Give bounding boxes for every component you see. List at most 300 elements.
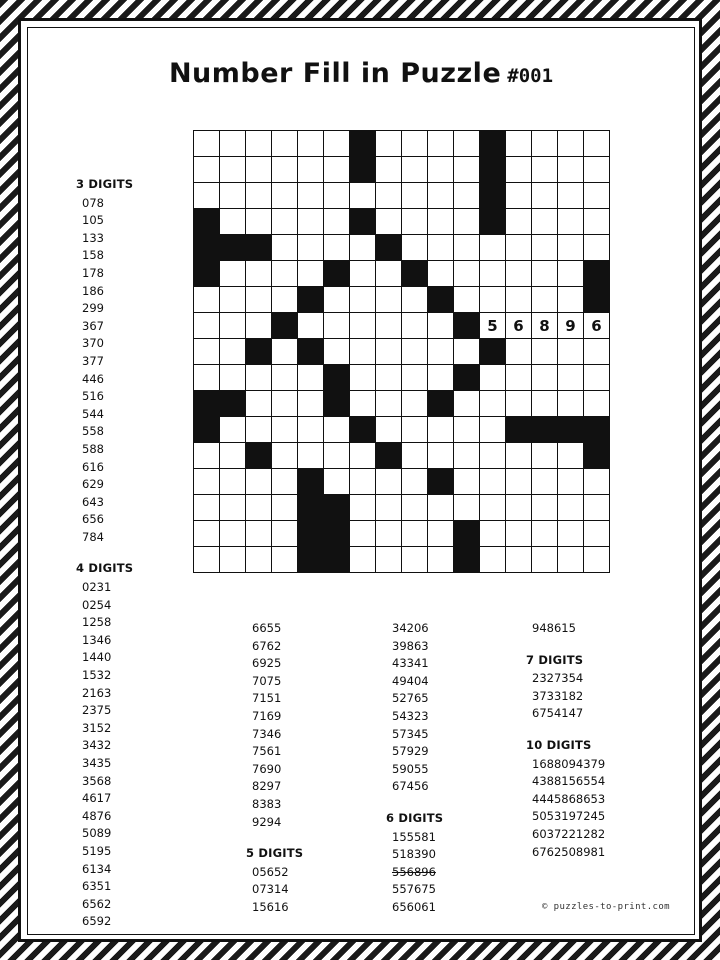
grid-cell[interactable] — [272, 183, 298, 209]
grid-cell[interactable] — [506, 235, 532, 261]
grid-cell[interactable] — [220, 313, 246, 339]
grid-cell[interactable] — [350, 261, 376, 287]
clue-item[interactable]: 518390 — [392, 847, 436, 862]
grid-cell[interactable] — [220, 183, 246, 209]
grid-cell[interactable] — [246, 183, 272, 209]
grid-cell[interactable] — [454, 209, 480, 235]
grid-cell[interactable] — [376, 183, 402, 209]
grid-cell[interactable] — [350, 469, 376, 495]
grid-cell[interactable] — [454, 443, 480, 469]
grid-cell[interactable] — [428, 521, 454, 547]
grid-cell[interactable] — [532, 131, 558, 157]
grid-cell[interactable] — [506, 261, 532, 287]
grid-cell[interactable] — [480, 391, 506, 417]
grid-cell[interactable] — [298, 261, 324, 287]
clue-item[interactable]: 544 — [82, 406, 104, 421]
grid-cell[interactable] — [376, 417, 402, 443]
grid-cell[interactable] — [350, 495, 376, 521]
grid-cell[interactable] — [402, 131, 428, 157]
clue-item[interactable]: 5089 — [82, 826, 112, 841]
grid-cell[interactable] — [584, 521, 610, 547]
grid-cell[interactable] — [428, 261, 454, 287]
clue-item[interactable]: 643 — [82, 494, 104, 509]
grid-cell[interactable] — [532, 391, 558, 417]
clue-item[interactable]: 4445868653 — [532, 791, 606, 806]
grid-cell[interactable] — [532, 495, 558, 521]
grid-cell[interactable] — [454, 183, 480, 209]
grid-cell[interactable] — [324, 183, 350, 209]
clue-item[interactable]: 2327354 — [532, 671, 584, 686]
grid-cell[interactable] — [428, 339, 454, 365]
clue-item[interactable]: 43341 — [392, 656, 429, 671]
grid-cell[interactable] — [506, 131, 532, 157]
grid-cell[interactable] — [532, 183, 558, 209]
puzzle-grid[interactable] — [193, 130, 610, 573]
grid-cell[interactable] — [506, 547, 532, 573]
grid-cell[interactable] — [558, 339, 584, 365]
clue-item[interactable]: 34206 — [392, 621, 429, 635]
clue-item[interactable]: 07314 — [252, 882, 289, 897]
grid-cell[interactable] — [350, 235, 376, 261]
grid-cell[interactable] — [298, 157, 324, 183]
clue-item[interactable]: 178 — [82, 265, 104, 280]
clue-item[interactable]: 186 — [82, 283, 104, 298]
clue-item[interactable]: 6351 — [82, 879, 112, 894]
grid-cell[interactable] — [220, 157, 246, 183]
grid-cell[interactable] — [532, 287, 558, 313]
grid-cell[interactable] — [376, 209, 402, 235]
grid-cell[interactable] — [246, 131, 272, 157]
grid-cell[interactable] — [402, 365, 428, 391]
grid-cell[interactable] — [428, 157, 454, 183]
clue-item-used[interactable]: 556896 — [392, 864, 436, 879]
clue-item[interactable]: 5053197245 — [532, 809, 606, 824]
grid-cell[interactable] — [454, 339, 480, 365]
grid-cell[interactable] — [272, 469, 298, 495]
grid-cell[interactable] — [324, 235, 350, 261]
grid-cell[interactable] — [558, 261, 584, 287]
grid-cell[interactable] — [298, 365, 324, 391]
clue-item[interactable]: 7690 — [252, 761, 282, 776]
clue-item[interactable]: 4388156554 — [532, 774, 606, 789]
grid-cell[interactable] — [298, 235, 324, 261]
grid-cell[interactable] — [194, 131, 220, 157]
grid-cell[interactable] — [194, 521, 220, 547]
grid-cell[interactable] — [532, 365, 558, 391]
grid-cell[interactable] — [246, 157, 272, 183]
grid-cell[interactable] — [584, 547, 610, 573]
grid-cell[interactable] — [428, 209, 454, 235]
clue-item[interactable]: 656061 — [392, 899, 436, 914]
grid-cell[interactable] — [272, 235, 298, 261]
clue-item[interactable]: 377 — [82, 353, 104, 368]
grid-cell[interactable] — [428, 443, 454, 469]
clue-item[interactable]: 7561 — [252, 744, 282, 759]
grid-cell[interactable] — [350, 313, 376, 339]
clue-item[interactable]: 105 — [82, 213, 104, 228]
grid-cell[interactable] — [194, 443, 220, 469]
grid-cell[interactable] — [220, 443, 246, 469]
grid-cell[interactable] — [558, 547, 584, 573]
clue-item[interactable]: 516 — [82, 389, 104, 404]
clue-item[interactable]: 2163 — [82, 685, 112, 700]
clue-item[interactable]: 6754147 — [532, 706, 584, 721]
clue-item[interactable]: 6925 — [252, 656, 282, 671]
grid-cell[interactable] — [532, 469, 558, 495]
grid-cell[interactable] — [584, 495, 610, 521]
grid-cell[interactable] — [584, 339, 610, 365]
grid-cell-filled[interactable]: 6 — [584, 313, 610, 339]
grid-cell[interactable] — [532, 209, 558, 235]
clue-item[interactable]: 39863 — [392, 638, 429, 653]
grid-cell[interactable] — [350, 521, 376, 547]
grid-cell[interactable] — [298, 391, 324, 417]
grid-cell[interactable] — [558, 235, 584, 261]
clue-item[interactable]: 0231 — [82, 580, 112, 595]
grid-cell[interactable] — [584, 209, 610, 235]
grid-cell[interactable] — [454, 469, 480, 495]
grid-cell[interactable] — [376, 313, 402, 339]
grid-cell[interactable] — [324, 339, 350, 365]
grid-cell[interactable] — [480, 495, 506, 521]
clue-item[interactable]: 370 — [82, 336, 104, 351]
clue-item[interactable]: 656 — [82, 512, 104, 527]
grid-cell[interactable] — [350, 287, 376, 313]
grid-cell[interactable] — [220, 495, 246, 521]
grid-cell[interactable] — [246, 313, 272, 339]
grid-cell[interactable] — [428, 547, 454, 573]
grid-cell[interactable] — [246, 547, 272, 573]
grid-cell[interactable] — [298, 183, 324, 209]
clue-item[interactable]: 15616 — [252, 899, 289, 914]
grid-cell-filled[interactable]: 6 — [506, 313, 532, 339]
grid-cell[interactable] — [584, 157, 610, 183]
clue-item[interactable]: 557675 — [392, 882, 436, 897]
grid-cell[interactable] — [272, 391, 298, 417]
grid-cell[interactable] — [480, 547, 506, 573]
grid-cell[interactable] — [272, 209, 298, 235]
grid-cell[interactable] — [272, 521, 298, 547]
grid-cell[interactable] — [584, 131, 610, 157]
grid-cell[interactable] — [376, 287, 402, 313]
grid-cell[interactable] — [194, 469, 220, 495]
clue-item[interactable]: 299 — [82, 301, 104, 316]
grid-cell[interactable] — [324, 313, 350, 339]
clue-item[interactable]: 078 — [82, 195, 104, 210]
clue-item[interactable]: 4617 — [82, 791, 112, 806]
grid-cell[interactable] — [480, 417, 506, 443]
grid-cell[interactable] — [376, 391, 402, 417]
grid-cell[interactable] — [194, 547, 220, 573]
grid-cell[interactable] — [402, 417, 428, 443]
clue-item[interactable]: 6037221282 — [532, 826, 606, 841]
grid-cell[interactable] — [272, 261, 298, 287]
grid-cell[interactable] — [532, 261, 558, 287]
grid-cell[interactable] — [402, 157, 428, 183]
grid-cell[interactable] — [272, 287, 298, 313]
grid-cell[interactable] — [272, 365, 298, 391]
clue-item[interactable]: 67456 — [392, 779, 429, 794]
clue-item[interactable]: 7169 — [252, 708, 282, 723]
grid-cell[interactable] — [558, 365, 584, 391]
grid-cell[interactable] — [246, 287, 272, 313]
grid-cell[interactable] — [220, 131, 246, 157]
grid-cell[interactable] — [532, 339, 558, 365]
grid-cell[interactable] — [194, 183, 220, 209]
grid-cell[interactable] — [558, 391, 584, 417]
grid-cell[interactable] — [298, 313, 324, 339]
clue-item[interactable]: 6762508981 — [532, 844, 606, 859]
clue-item[interactable]: 446 — [82, 371, 104, 386]
grid-cell[interactable] — [376, 261, 402, 287]
clue-item[interactable]: 8297 — [252, 779, 282, 794]
grid-cell[interactable] — [532, 547, 558, 573]
grid-cell[interactable] — [298, 417, 324, 443]
grid-cell[interactable] — [558, 157, 584, 183]
clue-item[interactable]: 6134 — [82, 861, 112, 876]
grid-cell[interactable] — [454, 131, 480, 157]
grid-cell[interactable] — [428, 417, 454, 443]
grid-cell[interactable] — [402, 209, 428, 235]
grid-cell[interactable] — [480, 365, 506, 391]
grid-cell[interactable] — [558, 209, 584, 235]
grid-cell[interactable] — [558, 443, 584, 469]
clue-item[interactable]: 6762 — [252, 638, 282, 653]
clue-item[interactable]: 52765 — [392, 691, 429, 706]
grid-cell[interactable] — [350, 391, 376, 417]
grid-cell[interactable] — [428, 365, 454, 391]
grid-cell[interactable] — [246, 391, 272, 417]
clue-item[interactable]: 7075 — [252, 673, 282, 688]
grid-cell[interactable] — [454, 157, 480, 183]
grid-cell[interactable] — [220, 521, 246, 547]
clue-item[interactable]: 629 — [82, 477, 104, 492]
grid-cell[interactable] — [376, 339, 402, 365]
clue-item[interactable]: 588 — [82, 441, 104, 456]
grid-cell[interactable] — [428, 235, 454, 261]
grid-cell[interactable] — [480, 261, 506, 287]
grid-cell[interactable] — [246, 365, 272, 391]
grid-cell[interactable] — [350, 365, 376, 391]
grid-cell[interactable] — [402, 339, 428, 365]
grid-cell[interactable] — [506, 183, 532, 209]
grid-cell[interactable] — [194, 495, 220, 521]
grid-cell[interactable] — [194, 365, 220, 391]
grid-cell[interactable] — [558, 469, 584, 495]
grid-cell[interactable] — [506, 365, 532, 391]
clue-item[interactable]: 49404 — [392, 673, 429, 688]
grid-cell[interactable] — [376, 495, 402, 521]
grid-cell[interactable] — [246, 417, 272, 443]
clue-item[interactable]: 59055 — [392, 761, 429, 776]
grid-cell[interactable] — [584, 365, 610, 391]
grid-cell[interactable] — [428, 313, 454, 339]
grid-cell[interactable] — [454, 287, 480, 313]
grid-cell[interactable] — [246, 521, 272, 547]
clue-item[interactable]: 5195 — [82, 843, 112, 858]
grid-cell[interactable] — [376, 365, 402, 391]
grid-cell[interactable] — [506, 495, 532, 521]
grid-cell[interactable] — [558, 521, 584, 547]
clue-item[interactable]: 158 — [82, 248, 104, 263]
grid-cell-filled[interactable]: 5 — [480, 313, 506, 339]
grid-cell[interactable] — [246, 469, 272, 495]
grid-cell[interactable] — [350, 183, 376, 209]
grid-cell[interactable] — [506, 443, 532, 469]
grid-cell[interactable] — [480, 443, 506, 469]
grid-cell[interactable] — [272, 157, 298, 183]
grid-cell[interactable] — [506, 391, 532, 417]
grid-cell[interactable] — [428, 495, 454, 521]
clue-item[interactable]: 54323 — [392, 708, 429, 723]
grid-cell[interactable] — [480, 287, 506, 313]
clue-item[interactable]: 6592 — [82, 914, 112, 929]
grid-cell[interactable] — [376, 157, 402, 183]
grid-cell[interactable] — [194, 313, 220, 339]
grid-cell[interactable] — [220, 287, 246, 313]
clue-item[interactable]: 3733182 — [532, 688, 584, 703]
grid-cell[interactable] — [324, 443, 350, 469]
grid-cell[interactable] — [324, 287, 350, 313]
grid-cell[interactable] — [558, 287, 584, 313]
clue-item[interactable]: 6655 — [252, 621, 282, 635]
grid-cell[interactable] — [532, 235, 558, 261]
grid-cell[interactable] — [194, 157, 220, 183]
grid-cell[interactable] — [532, 521, 558, 547]
grid-cell[interactable] — [506, 157, 532, 183]
grid-cell[interactable] — [220, 469, 246, 495]
clue-item[interactable]: 05652 — [252, 864, 289, 879]
grid-cell[interactable] — [402, 469, 428, 495]
grid-cell-filled[interactable]: 8 — [532, 313, 558, 339]
clue-item[interactable]: 0254 — [82, 597, 112, 612]
grid-cell[interactable] — [402, 547, 428, 573]
grid-cell[interactable] — [324, 209, 350, 235]
grid-cell[interactable] — [272, 495, 298, 521]
grid-cell[interactable] — [532, 443, 558, 469]
clue-item[interactable]: 133 — [82, 230, 104, 245]
grid-cell[interactable] — [584, 391, 610, 417]
grid-cell[interactable] — [506, 209, 532, 235]
grid-cell[interactable] — [584, 469, 610, 495]
clue-item[interactable]: 1688094379 — [532, 756, 606, 771]
clue-item[interactable]: 3435 — [82, 756, 112, 770]
grid-cell[interactable] — [220, 209, 246, 235]
clue-item[interactable]: 57929 — [392, 744, 429, 759]
grid-cell[interactable] — [454, 235, 480, 261]
grid-cell[interactable] — [558, 183, 584, 209]
grid-cell[interactable] — [402, 287, 428, 313]
grid-cell[interactable] — [402, 495, 428, 521]
grid-cell[interactable] — [324, 131, 350, 157]
clue-item[interactable]: 1532 — [82, 668, 112, 683]
clue-item[interactable]: 7151 — [252, 691, 282, 706]
grid-cell[interactable] — [220, 547, 246, 573]
grid-cell[interactable] — [376, 521, 402, 547]
grid-cell[interactable] — [246, 495, 272, 521]
grid-cell[interactable] — [480, 521, 506, 547]
grid-cell[interactable] — [324, 417, 350, 443]
grid-cell[interactable] — [402, 313, 428, 339]
clue-item[interactable]: 784 — [82, 529, 104, 544]
clue-item[interactable]: 57345 — [392, 726, 429, 741]
grid-cell[interactable] — [506, 469, 532, 495]
grid-cell[interactable] — [272, 339, 298, 365]
grid-cell[interactable] — [350, 443, 376, 469]
clue-item[interactable]: 8383 — [252, 796, 282, 811]
grid-cell[interactable] — [350, 339, 376, 365]
grid-cell-filled[interactable]: 9 — [558, 313, 584, 339]
clue-item[interactable]: 558 — [82, 424, 104, 439]
grid-cell[interactable] — [584, 235, 610, 261]
grid-cell[interactable] — [220, 339, 246, 365]
clue-item[interactable]: 3568 — [82, 773, 112, 788]
grid-cell[interactable] — [454, 417, 480, 443]
clue-item[interactable]: 6562 — [82, 896, 112, 911]
grid-cell[interactable] — [272, 131, 298, 157]
clue-item[interactable]: 616 — [82, 459, 104, 474]
grid-cell[interactable] — [480, 469, 506, 495]
clue-item[interactable]: 1440 — [82, 650, 112, 665]
grid-cell[interactable] — [402, 443, 428, 469]
clue-item[interactable]: 367 — [82, 318, 104, 333]
grid-cell[interactable] — [454, 261, 480, 287]
grid-cell[interactable] — [402, 521, 428, 547]
grid-cell[interactable] — [246, 209, 272, 235]
grid-cell[interactable] — [350, 547, 376, 573]
grid-cell[interactable] — [272, 547, 298, 573]
grid-cell[interactable] — [324, 469, 350, 495]
grid-cell[interactable] — [532, 157, 558, 183]
grid-cell[interactable] — [402, 391, 428, 417]
grid-cell[interactable] — [428, 183, 454, 209]
clue-item[interactable]: 9294 — [252, 814, 282, 829]
grid-cell[interactable] — [558, 495, 584, 521]
clue-item[interactable]: 7346 — [252, 726, 282, 741]
grid-cell[interactable] — [376, 469, 402, 495]
grid-cell[interactable] — [298, 443, 324, 469]
grid-cell[interactable] — [324, 157, 350, 183]
clue-item[interactable]: 3432 — [82, 738, 112, 753]
grid-cell[interactable] — [584, 183, 610, 209]
grid-cell[interactable] — [480, 235, 506, 261]
clue-item[interactable]: 155581 — [392, 829, 436, 844]
grid-cell[interactable] — [246, 261, 272, 287]
grid-cell[interactable] — [298, 209, 324, 235]
grid-cell[interactable] — [272, 417, 298, 443]
grid-cell[interactable] — [220, 365, 246, 391]
clue-item[interactable]: 1258 — [82, 615, 112, 630]
grid-cell[interactable] — [558, 131, 584, 157]
grid-cell[interactable] — [298, 131, 324, 157]
clue-item[interactable]: 3152 — [82, 720, 112, 735]
grid-cell[interactable] — [428, 131, 454, 157]
grid-cell[interactable] — [272, 443, 298, 469]
grid-cell[interactable] — [220, 261, 246, 287]
grid-cell[interactable] — [220, 417, 246, 443]
grid-cell[interactable] — [454, 495, 480, 521]
clue-item[interactable]: 1346 — [82, 632, 112, 647]
grid-cell[interactable] — [376, 547, 402, 573]
grid-cell[interactable] — [506, 287, 532, 313]
grid-cell[interactable] — [454, 391, 480, 417]
grid-cell[interactable] — [194, 339, 220, 365]
grid-cell[interactable] — [194, 287, 220, 313]
grid-cell[interactable] — [506, 339, 532, 365]
clue-item[interactable]: 4876 — [82, 808, 112, 823]
grid-cell[interactable] — [376, 131, 402, 157]
grid-cell[interactable] — [402, 183, 428, 209]
